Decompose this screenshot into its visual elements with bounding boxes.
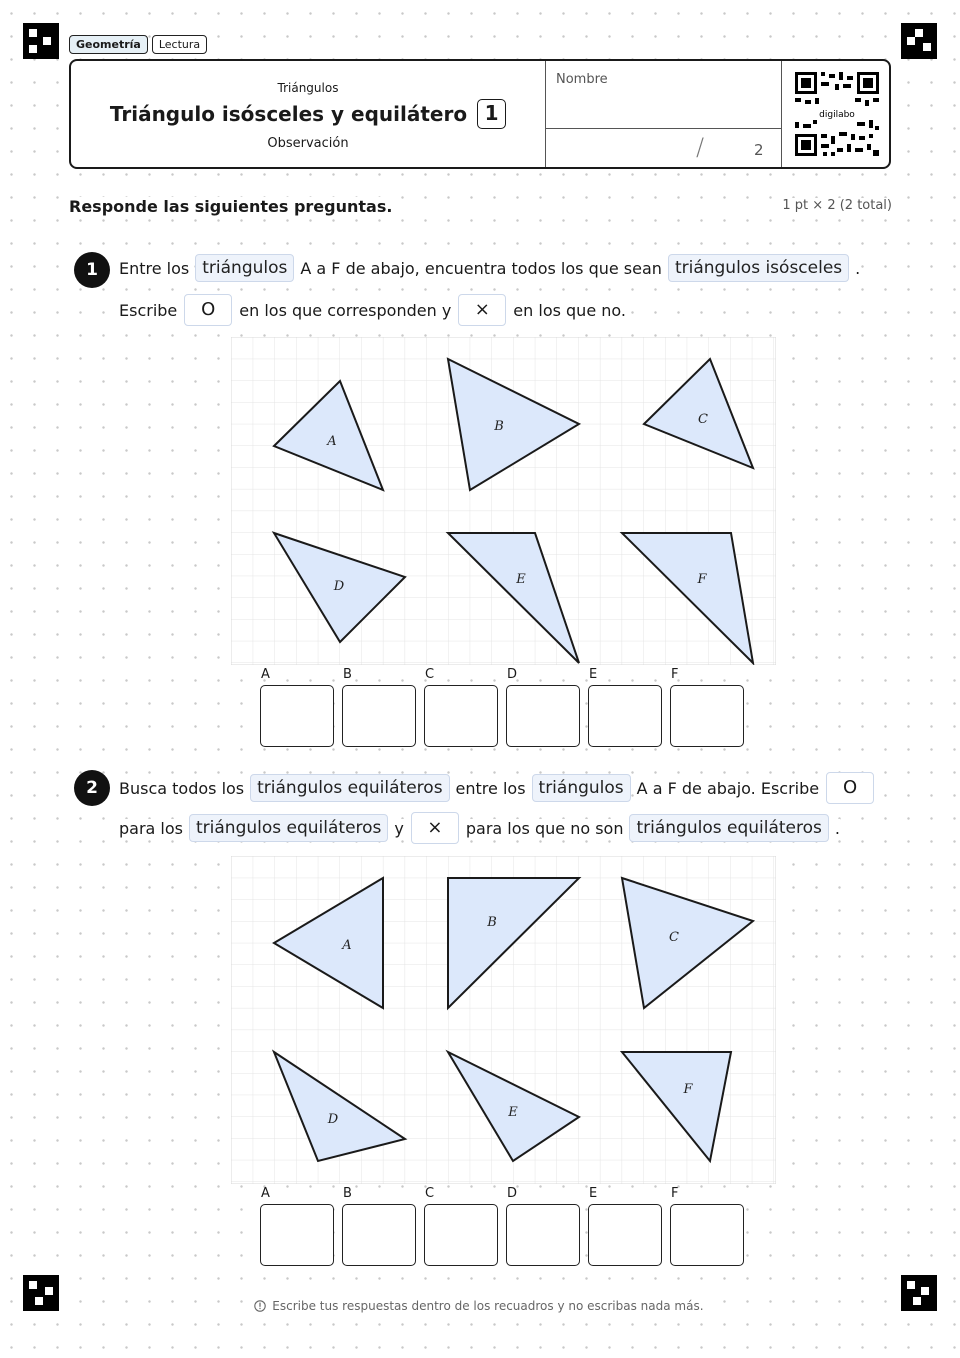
q2-answer-label-b: B: [343, 1186, 352, 1201]
score-slash: /: [696, 133, 705, 161]
corner-marker-top-left: [23, 23, 59, 59]
svg-text:digilabo: digilabo: [819, 110, 855, 120]
q2-answer-label-f: F: [671, 1186, 679, 1201]
q1-answer-label-f: F: [671, 667, 679, 682]
q2-triangle-label-c: C: [669, 930, 679, 945]
qr-area: [781, 61, 891, 167]
q1-answer-box-c[interactable]: [424, 667, 498, 747]
q1-answer-label-e: E: [589, 667, 598, 682]
q2-term-triangulos: triángulos: [532, 774, 631, 802]
q2-answer-box-f[interactable]: [670, 1186, 744, 1266]
tag-lectura[interactable]: Lectura: [152, 35, 207, 54]
q2-text-f: para los que no son: [465, 818, 624, 838]
q1-triangle-label-f: F: [697, 572, 707, 587]
question-1-triangle-grid: [231, 337, 776, 665]
q1-triangle-label-d: D: [333, 579, 345, 594]
q1-triangle-label-e: E: [516, 572, 526, 587]
q1-term-isosceles: triángulos isósceles: [668, 254, 849, 282]
question-2-number: 2: [74, 770, 110, 806]
q1-triangle-label-a: A: [327, 434, 337, 449]
title-block: [71, 61, 545, 167]
worksheet-subtitle: Triángulos: [277, 81, 339, 95]
q1-answer-label-a: A: [261, 667, 270, 682]
worksheet-observation: Observación: [267, 136, 349, 151]
corner-marker-top-right: [901, 23, 937, 59]
instructions: Responde las siguientes preguntas.: [69, 197, 395, 216]
q1-text-e: en los que corresponden y: [239, 300, 452, 320]
question-2-triangle-grid: [231, 856, 776, 1184]
q1-term-triangulos: triángulos: [195, 254, 294, 282]
q1-answer-label-d: D: [507, 667, 518, 682]
q2-term-equilateros-3: triángulos equiláteros: [629, 814, 828, 842]
q1-circle-symbol: O: [184, 294, 232, 326]
tag-geometria[interactable]: Geometría: [69, 35, 148, 54]
question-2-answer-row: [260, 1186, 744, 1266]
q1-answer-box-d[interactable]: [506, 667, 580, 747]
q2-answer-label-c: C: [425, 1186, 435, 1201]
subject-tags: [69, 35, 207, 54]
q2-text-d: para los: [119, 818, 183, 838]
q1-triangle-label-c: C: [698, 412, 708, 427]
q2-answer-label-a: A: [261, 1186, 270, 1201]
q1-text-c: .: [855, 258, 861, 278]
q2-circle-symbol: O: [826, 772, 874, 804]
q2-answer-box-a[interactable]: [260, 1186, 334, 1266]
q2-cross-symbol: ×: [411, 812, 459, 844]
q2-answer-label-d: D: [507, 1186, 518, 1201]
q2-text-c: A a F de abajo. Escribe: [636, 778, 820, 798]
name-divider: [546, 128, 781, 129]
worksheet-number: 1: [477, 99, 506, 129]
q2-text-b: entre los: [455, 778, 526, 798]
q1-text-a: Entre los: [119, 258, 190, 278]
q1-text-b: A a F de abajo, encuentra todos los que sean: [300, 258, 662, 278]
q2-answer-label-e: E: [589, 1186, 598, 1201]
question-1-line-2: [119, 294, 626, 326]
q1-answer-label-c: C: [425, 667, 435, 682]
q1-text-d: Escribe: [119, 300, 178, 320]
q1-answer-box-f[interactable]: [670, 667, 744, 747]
q1-answer-box-a[interactable]: [260, 667, 334, 747]
points-info: 1 pt × 2 (2 total): [782, 198, 892, 213]
worksheet-title-row: [71, 99, 545, 129]
question-1-line-1: [119, 254, 860, 282]
footer-note: [0, 1299, 960, 1313]
q2-text-a: Busca todos los: [119, 778, 245, 798]
question-2-line-2: [119, 812, 840, 844]
question-1-answer-row: [260, 667, 744, 747]
q2-text-e: y: [394, 818, 404, 838]
q2-term-equilateros-2: triángulos equiláteros: [189, 814, 388, 842]
q1-triangle-label-b: B: [494, 419, 504, 434]
name-field[interactable]: [545, 61, 781, 167]
q2-triangle-label-a: A: [342, 938, 352, 953]
qr-code-icon: [795, 72, 879, 156]
q1-cross-symbol: ×: [458, 294, 506, 326]
q2-answer-box-b[interactable]: [342, 1186, 416, 1266]
question-2-line-1: [119, 772, 881, 804]
q1-answer-box-b[interactable]: [342, 667, 416, 747]
q2-triangle-label-f: F: [683, 1082, 693, 1097]
q2-answer-box-d[interactable]: [506, 1186, 580, 1266]
worksheet-header: [69, 59, 891, 169]
q2-triangle-label-e: E: [508, 1105, 518, 1120]
q1-answer-label-b: B: [343, 667, 352, 682]
q2-answer-box-c[interactable]: [424, 1186, 498, 1266]
question-1-number: 1: [74, 252, 110, 288]
worksheet-title: Triángulo isósceles y equilátero: [109, 102, 468, 126]
q2-text-g: .: [834, 818, 840, 838]
q1-answer-box-e[interactable]: [588, 667, 662, 747]
q2-triangle-label-b: B: [487, 915, 497, 930]
q2-term-equilateros: triángulos equiláteros: [250, 774, 449, 802]
q2-answer-box-e[interactable]: [588, 1186, 662, 1266]
info-icon: [254, 1300, 266, 1312]
name-label: Nombre: [556, 72, 608, 87]
q1-text-f: en los que no.: [513, 300, 626, 320]
score-total: 2: [754, 141, 764, 159]
q2-triangle-label-d: D: [327, 1112, 339, 1127]
footer-text: Escribe tus respuestas dentro de los recuadros y no escribas nada más.: [272, 1299, 704, 1313]
